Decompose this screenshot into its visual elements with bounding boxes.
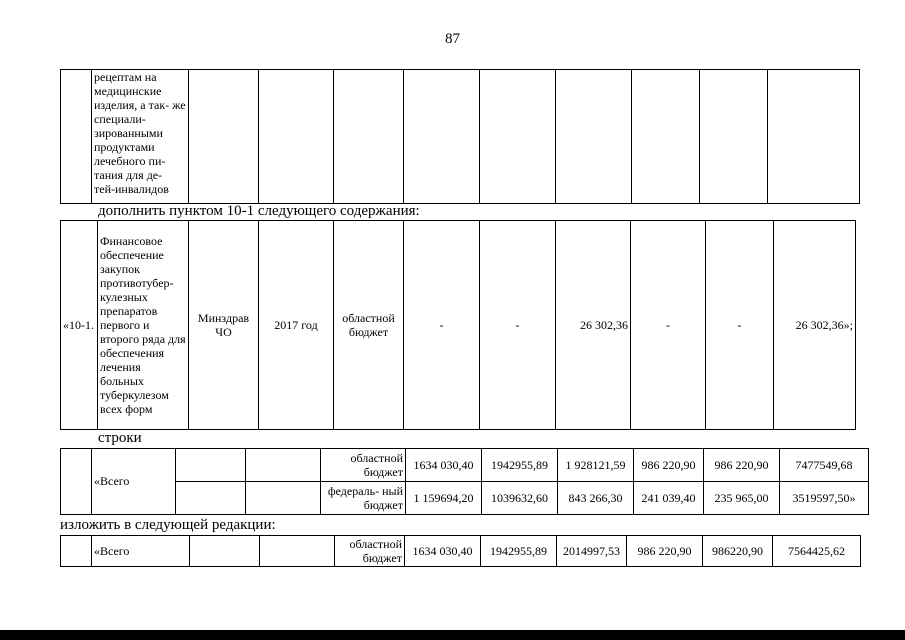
table-row (61, 536, 861, 567)
table-row (61, 70, 860, 204)
item-value: 26 302,36 (556, 221, 631, 430)
item-value: - (480, 221, 556, 430)
cell-period (259, 70, 334, 204)
total-value: 1942955,89 (481, 536, 557, 567)
table-row (61, 482, 869, 515)
total-value: 986 220,90 (634, 449, 704, 482)
cell-number (61, 536, 92, 567)
cell-executor (176, 482, 246, 515)
total-value: 1634 030,40 (405, 536, 481, 567)
item-executor: Минздрав ЧО (189, 221, 259, 430)
item-value: - (706, 221, 774, 430)
instruction-add-item: дополнить пунктом 10-1 следующего содержания: (98, 203, 420, 219)
cell-source (334, 70, 404, 204)
item-value: 26 302,36»; (774, 221, 856, 430)
total-value: 986220,90 (703, 536, 773, 567)
total-source: областной бюджет (335, 536, 405, 567)
table-row (61, 221, 856, 430)
old-total-table (60, 448, 869, 515)
scan-edge-bar (0, 630, 905, 640)
total-value: 235 965,00 (704, 482, 780, 515)
cell-name: рецептам на медицинские изделия, а так- же специали- зированными продуктами лечебного пи- тания для де- тей-инвалидов (92, 70, 189, 204)
item-value: - (404, 221, 480, 430)
cell-value (480, 70, 556, 204)
total-label: «Всего (92, 449, 176, 515)
table-row (61, 449, 869, 482)
total-value: 3519597,50» (780, 482, 869, 515)
cell-period (246, 482, 321, 515)
item-period: 2017 год (259, 221, 334, 430)
total-value: 1634 030,40 (406, 449, 482, 482)
total-value: 7564425,62 (773, 536, 861, 567)
item-value: - (631, 221, 706, 430)
total-value: 986 220,90 (627, 536, 703, 567)
total-value: 2014997,53 (557, 536, 627, 567)
total-value: 843 266,30 (558, 482, 634, 515)
total-value: 986 220,90 (704, 449, 780, 482)
cell-period (260, 536, 335, 567)
total-value: 241 039,40 (634, 482, 704, 515)
total-value: 1942955,89 (482, 449, 558, 482)
item-source: областной бюджет (334, 221, 404, 430)
cell-number (61, 70, 92, 204)
total-value: 1039632,60 (482, 482, 558, 515)
instruction-restate: изложить в следующей редакции: (60, 517, 276, 533)
cell-number (61, 449, 92, 515)
cell-executor (176, 449, 246, 482)
total-value: 1 928121,59 (558, 449, 634, 482)
item-number: «10-1. (61, 221, 98, 430)
total-source: федераль- ный бюджет (321, 482, 406, 515)
cell-value (632, 70, 700, 204)
total-value: 7477549,68 (780, 449, 869, 482)
total-source: областной бюджет (321, 449, 406, 482)
total-value: 1 159694,20 (406, 482, 482, 515)
new-total-table (60, 535, 861, 567)
cell-value (700, 70, 768, 204)
cell-value (556, 70, 632, 204)
new-item-table (60, 220, 856, 430)
item-name: Финансовое обеспечение закупок противотубер- кулезных препаратов первого и второго ряда для обеспечения лечения больных туберкулезом всех форм (98, 221, 189, 430)
cell-value (404, 70, 480, 204)
cell-executor (190, 536, 260, 567)
cell-period (246, 449, 321, 482)
page-number: 87 (445, 31, 460, 47)
cell-executor (189, 70, 259, 204)
instruction-lines: строки (98, 430, 142, 446)
continuation-table (60, 69, 860, 204)
total-label: «Всего (92, 536, 190, 567)
cell-value (768, 70, 860, 204)
